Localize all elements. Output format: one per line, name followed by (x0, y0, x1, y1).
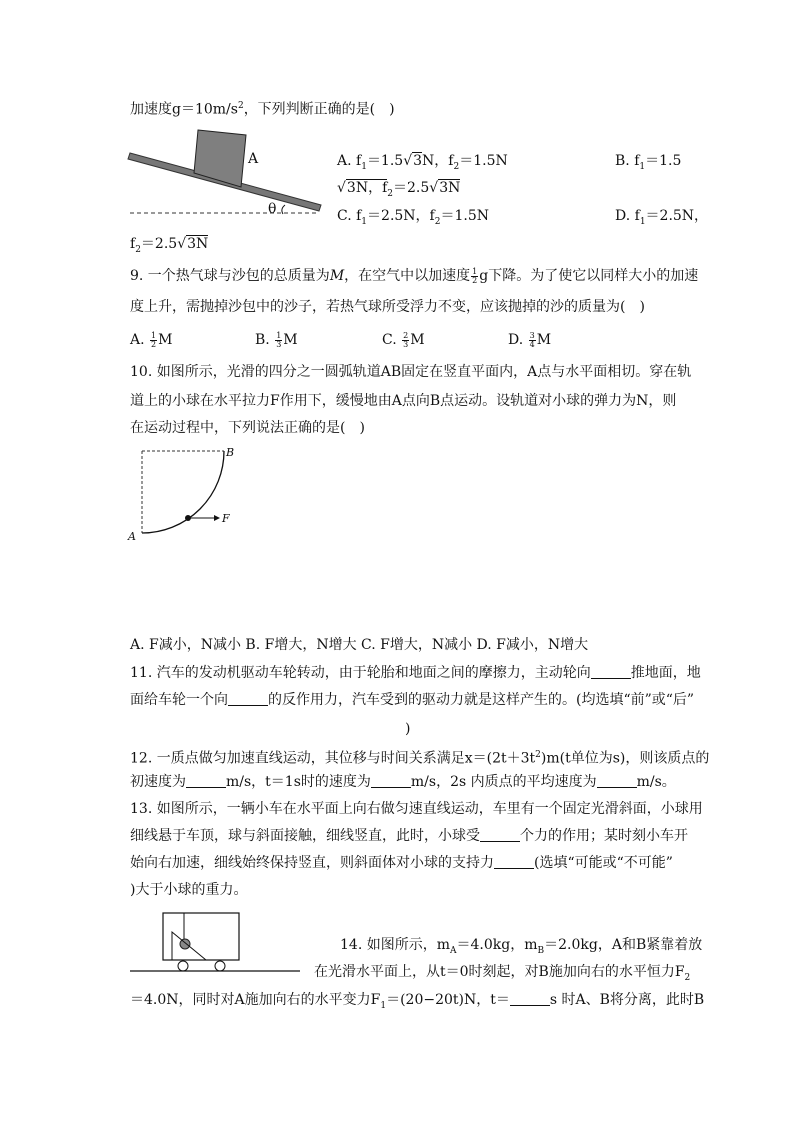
q14-line1: 14. 如图所示，$m_A=4.0kg$，$m_B=2.0kg$，A和B紧靠着放 (340, 937, 703, 956)
q8-option-B[interactable]: B. $f_1=1.5$ (615, 153, 682, 172)
q14-line2: 在光滑水平面上，从t＝0时刻起，对B施加向右的水平恒力$F_2$ (314, 964, 691, 983)
q9-fraction: $\frac{1}{2}$ (472, 266, 478, 285)
q9-line2: 度上升，需抛掉沙包中的沙子，若热气球所受浮力不变，应该抛掉的沙的质量为( ) (130, 299, 645, 315)
q10-options[interactable]: A. F减小，N减小 B. F增大，N增大 C. F增大，N减小 D. F减小，N增大 (130, 637, 589, 653)
q8-incline-figure (128, 125, 328, 225)
q13-line1: 13. 如图所示，一辆小车在水平面上向右做匀速直线运动，车里有一个固定光滑斜面，小球用 (130, 801, 703, 817)
q8-option-C[interactable]: C. $f_1=2.5N$，$f_2=1.5N$ (337, 208, 489, 227)
q12-line2: 初速度为 m/s，t＝1s时的速度为 m/s，2s 内质点的平均速度为 m/s。 (130, 774, 676, 790)
q13-line4: )大于小球的重力。 (130, 882, 248, 898)
q14-line3: ＝4.0N，同时对A施加向右的水平变力$F_1=(20-20t)N$，t＝ s 时A、B将分离，此时B (130, 992, 705, 1011)
q9-line1: 9. 一个热气球与沙包的总质量为M，在空气中以加速度 $\frac{1}{2}$ g下降。为了使它以同样大小的加速 (130, 266, 699, 285)
q9-option-A[interactable]: A. $\frac{1}{2}$ M (130, 330, 173, 349)
q8-stem-text: 加速度g＝10m/s (130, 101, 238, 118)
q11-line2: 面给车轮一个向 的反作用力，汽车受到的驱动力就是这样产生的。(均选填“前”或“后” (130, 692, 695, 708)
q11-blank-1[interactable] (591, 664, 631, 679)
q14-blank-1[interactable] (510, 991, 550, 1006)
q10-line2: 道上的小球在水平拉力F作用下，缓慢地由A点向B点运动。设轨道对小球的弹力为N，则 (130, 393, 677, 409)
q13-blank-1[interactable] (480, 827, 520, 842)
q10-line1: 10. 如图所示，光滑的四分之一圆弧轨道AB固定在竖直平面内，A点与水平面相切。穿在轨 (130, 364, 692, 380)
q12-blank-2[interactable] (371, 773, 411, 788)
q9-option-C[interactable]: C. $\frac{2}{3}$ M (382, 330, 425, 349)
q8-option-A[interactable]: A. $f_1=1.5√3N$，$f_2=1.5N$ (337, 153, 508, 172)
q8-block-label: A (248, 151, 259, 167)
q13-line3: 始向右加速，细线始终保持竖直，则斜面体对小球的支持力 (选填“可能或“不可能” (130, 855, 673, 871)
q9-option-B[interactable]: B. $\frac{1}{3}$ M (255, 330, 298, 349)
q13-line2: 细线悬于车顶，球与斜面接触，细线竖直，此时，小球受 个力的作用；某时刻小车开 (130, 828, 688, 844)
q8-stem: 加速度$g=10m/s^2$，下列判断正确的是( ) (130, 101, 395, 118)
q12-blank-1[interactable] (186, 773, 226, 788)
q10-label-F: F (222, 512, 230, 525)
q10-label-A: A (128, 530, 136, 543)
q13-cart-figure (128, 910, 308, 975)
q13-blank-2[interactable] (494, 854, 534, 869)
q11-blank-2[interactable] (228, 691, 268, 706)
q10-line3: 在运动过程中，下列说法正确的是( ) (130, 420, 365, 436)
q8-option-B-cont: √3N，$f_2=2.5√3N$ (337, 180, 461, 199)
q8-theta-label: θ (268, 201, 277, 217)
q11-line3: ) (405, 721, 411, 737)
q8-option-D[interactable]: D. $f_1=2.5N$， (615, 208, 709, 227)
q9-option-D[interactable]: D. $\frac{3}{4}$ M (508, 330, 552, 349)
q12-line1: 12. 一质点做匀加速直线运动，其位移与时间关系满足$x=(2t+3t^2)m(t$单位为s)，则该质点的 (130, 750, 710, 767)
q11-line1: 11. 汽车的发动机驱动车轮转动，由于轮胎和地面之间的摩擦力，主动轮向 推地面，地 (130, 665, 701, 681)
q12-blank-3[interactable] (597, 773, 637, 788)
q8-option-D-cont: $f_2=2.5√3N$ (130, 236, 209, 255)
q10-label-B: B (226, 446, 235, 459)
